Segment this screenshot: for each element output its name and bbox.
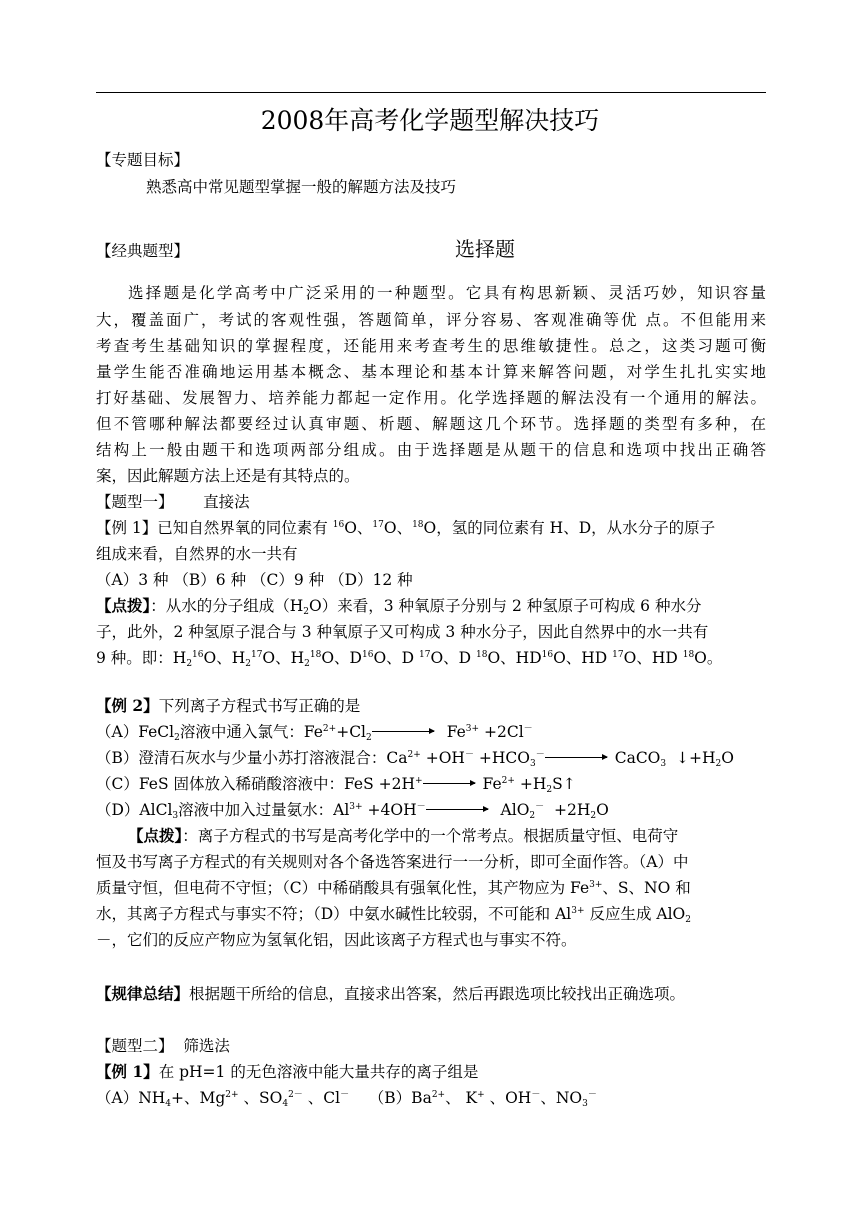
ex2-hint-line: －，它们的反应产物应为氢氧化铝，因此该离子方程式也与事实不符。 — [96, 931, 577, 949]
iso-mass: 17 — [372, 520, 384, 530]
iso-symbol: O、 — [383, 519, 413, 537]
ex2-hint-line — [128, 826, 678, 846]
hint-text: 反应生成 AlO — [584, 905, 686, 923]
hint-text: ，它们的反应产物应为氢氧化铝，因此该离子方程式也与事实不符。 — [111, 931, 577, 949]
iso-mass: 16 — [332, 520, 345, 530]
ex2-hint-line: 水，其离子方程式与事实不符；（D）中氨水碱性比较弱，不可能和 $Al^{3+}$ 反应生成 AlO$_2$ — [96, 905, 691, 925]
opt-text: Fe — [482, 775, 502, 793]
ex1-stem-b: ，氢的同位素有 H、D，从水分子的原子 — [436, 519, 716, 537]
ex2-option-a: （A）FeCl$_2$溶液中通入氯气：$Fe^{2+}+Cl_2$ $Fe^{3+} +2Cl^-$ — [96, 723, 533, 743]
hint-text: ：从水的分子组成（H — [150, 597, 304, 615]
opt-text: （D）AlCl — [96, 801, 173, 819]
opt-text: ↓+H — [675, 749, 716, 767]
opt-text: 溶液中加入过量氨水：Al — [178, 801, 350, 819]
goal-label: 【专题目标】 — [96, 151, 190, 169]
type2-label: 【题型二】 — [96, 1037, 174, 1055]
type2-ex1-options: $(A)NH_4+$、$Mg^{2+}$ 、$SO_4^{2-}$ 、Cl－ $(B)Ba^{2+}$、 K+ 、OH－、$NO_3^-$ — [96, 1089, 597, 1109]
ex2-option-b: （B）澄清石灰水与少量小苏打溶液混合：$Ca^{2+} +OH^- +HCO_3^-$ CaCO$_3$ $↓+H_2O$ — [96, 749, 734, 769]
hint-text: 9 种。即：H — [96, 649, 187, 667]
ex2-hint-line: 质量守恒，但电荷不守恒；（C）中稀硝酸具有强氧化性，其产物应为 $Fe^{3+}$、S、NO 和 — [96, 879, 691, 897]
hint-label: 【点拨】 — [128, 826, 183, 845]
ex1-options: （A）3 种 （B）6 种 （C）9 种 （D）12 种 — [96, 571, 413, 589]
ex1-hint-line: 子，此外，2 种氢原子混合与 3 种氧原子又可构成 3 种水分子，因此自然界中的水一共有 — [96, 623, 709, 641]
intro-line: 结构上一般由题干和选项两部分组成。由于选择题是从题干的信息和选项中找出正确答 — [96, 441, 766, 459]
classic-label: 【经典题型】 — [96, 242, 190, 260]
opt-text: O — [721, 749, 734, 767]
opt-text: 溶液中通入氯气：Fe — [179, 723, 323, 741]
intro-line: 大，覆盖面广，考试的客观性强，答题简单，评分容易、客观准确等优 点。不但能用来 — [96, 311, 766, 329]
iso-symbol: O、 — [344, 519, 373, 537]
ex-label: 【例 1】 — [96, 1062, 159, 1081]
iso-symbol: O — [423, 519, 437, 537]
hint-text: 、S、NO 和 — [602, 879, 691, 897]
ex1-hint-line: 【点拨】：从水的分子组成$(H_2O)$来看，3 种氧原子分别与 2 种氢原子可构成 6 种水分 — [96, 596, 702, 617]
opt-text: （C）FeS 固体放入稀硝酸溶液中：FeS +2H — [96, 775, 415, 793]
reaction-arrow-icon — [545, 757, 607, 758]
ex2-hint-line: 恒及书写离子方程式的有关规则对各个备选答案进行一一分析，即可全面作答。（A）中 — [96, 853, 689, 871]
intro-line: 考查考生基础知识的掌握程度，还能用来考查考生的思维敏捷性。总之，这类习题可衡 — [96, 337, 766, 355]
opt-text: （B）澄清石灰水与少量小苏打溶液混合：Ca — [96, 749, 408, 767]
summary-label: 【规律总结】 — [96, 984, 190, 1003]
type1-heading — [96, 492, 250, 512]
opt-text: AlO — [500, 801, 530, 819]
ex1-stem-a: 已知自然界氧的同位素有 — [157, 519, 333, 537]
reaction-arrow-icon — [423, 783, 475, 784]
type1-label: 【题型一】 — [96, 493, 174, 511]
hint-text: 水，其离子方程式与事实不符；（D）中氨水碱性比较弱，不可能和 Al — [96, 905, 572, 923]
type1-name: 直接法 — [203, 493, 250, 511]
opt-text: +Cl — [336, 723, 367, 741]
opt-text: +OH — [425, 749, 465, 767]
type1-ex1-stem — [96, 518, 715, 538]
intro-line: 案，因此解题方法上还是有其特点的。 — [96, 467, 360, 485]
intro-line: 量学生能否准确地运用基本概念、基本理论和基本计算来解答问题，对学生扎扎实实地 — [96, 363, 766, 381]
opt-text: （A）FeCl — [96, 723, 175, 741]
type2-ex1-stem — [96, 1062, 478, 1082]
page-title: 2008年高考化学题型解决技巧 — [260, 106, 600, 135]
opt-text: +HCO — [478, 749, 530, 767]
hint-text: 质量守恒，但电荷不守恒；（C）中稀硝酸具有强氧化性，其产物应为 Fe — [96, 879, 590, 897]
opt-text: +2H — [554, 801, 591, 819]
hint-text: O）来看，3 种氧原子分别与 2 种氢原子可构成 6 种水分 — [309, 597, 702, 615]
opt-text: Fe — [446, 723, 466, 741]
opt-text: CaCO — [614, 749, 661, 767]
ex1-hint-formula: 9 种。即：$H_2^{16}O$、$H_2^{17}O$、$H_2^{18}O$、$D^{16}O$、D $^{17}$O、D $^{18}$O、HD$^{16}$O、HD $^{17}$O、HD $^{18}$O。 — [96, 649, 723, 669]
section-title: 选择题 — [455, 237, 515, 261]
ex2-option-c: （C）FeS 固体放入稀硝酸溶液中：FeS +2H+ $Fe^{2+}$ $+H_2S↑$ — [96, 775, 576, 795]
opt-text: +4OH — [367, 801, 417, 819]
hint-label: 【点拨】 — [96, 596, 151, 615]
ex2-stem-text: 下列离子方程式书写正确的是 — [158, 697, 361, 715]
opt-text: （B）Ba — [368, 1089, 432, 1107]
intro-line: 但不管哪种解法都要经过认真审题、析题、解题这几个环节。选择题的类型有多种，在 — [96, 415, 766, 433]
intro-line: 选择题是化学高考中广泛采用的一种题型。它具有构思新颖、灵活巧妙，知识容量 — [128, 284, 766, 302]
iso-mass: 18 — [412, 520, 424, 530]
ex2-stem — [96, 696, 360, 716]
summary-text: 根据题干所给的信息，直接求出答案，然后再跟选项比较找出正确选项。 — [189, 985, 686, 1003]
opt-text: +2Cl — [484, 723, 524, 741]
type2-heading — [96, 1036, 230, 1056]
intro-line: 打好基础、发展智力、培养能力都起一定作用。化学选择题的解法没有一个通用的解法。 — [96, 389, 766, 407]
reaction-arrow-icon — [426, 809, 488, 810]
hint-text: ：离子方程式的书写是高考化学中的一个常考点。根据质量守恒、电荷守 — [182, 827, 679, 845]
opt-text: +H — [519, 775, 547, 793]
opt-text: O — [596, 801, 609, 819]
ex-stem: 在 pH=1 的无色溶液中能大量共存的离子组是 — [158, 1063, 479, 1081]
ex2-option-d: （D）AlCl$_3$溶液中加入过量氨水：$Al^{3+} +4OH^-$ $AlO_2^- +2H_2O$ — [96, 801, 609, 821]
reaction-arrow-icon — [372, 731, 434, 732]
goal-text: 熟悉高中常见题型掌握一般的解题方法及技巧 — [146, 178, 457, 196]
opt-text: （A）NH — [96, 1089, 166, 1107]
summary-line — [96, 984, 685, 1004]
type2-name: 筛选法 — [183, 1037, 230, 1055]
ex1-label: 【例 1】 — [96, 519, 158, 537]
ex2-label: 【例 2】 — [96, 696, 159, 715]
opt-text: S↑ — [552, 775, 576, 793]
ex1-stem-c: 组成来看，自然界的水一共有 — [96, 545, 298, 563]
header-rule — [96, 92, 766, 93]
